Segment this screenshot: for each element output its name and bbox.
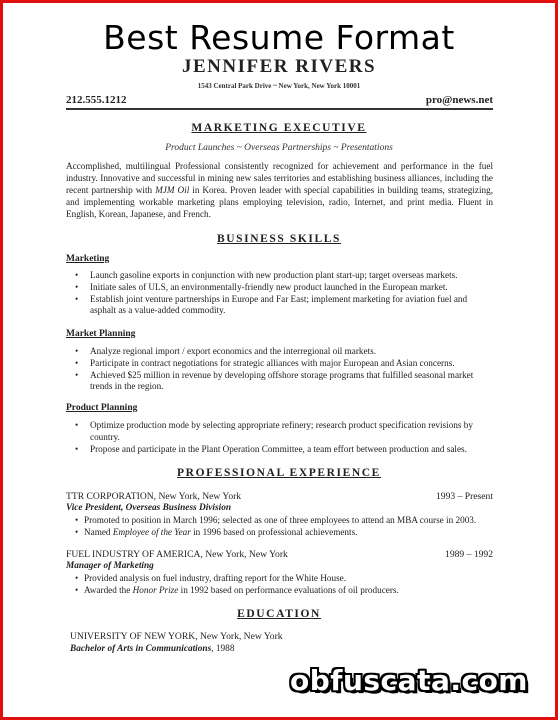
job-dates: 1993 – Present [435, 491, 493, 502]
list-item: • Propose and participate in the Plant Operation Committee, a team effort between production and sales. [66, 444, 493, 456]
job-title: Manager of Marketing [66, 561, 154, 571]
list-item: • Launch gasoline exports in conjunction with new production plant start-up; target overseas markets. [66, 270, 493, 282]
job-bullet-list [66, 515, 493, 539]
job-header [66, 491, 493, 502]
objective-heading: MARKETING EXECUTIVE [191, 122, 367, 134]
job-dates: 1989 – 1992 [445, 549, 493, 560]
list-item: • Awarded the Honor Prize in 1992 based on performance evaluations of oil producers. [66, 585, 493, 597]
summary-emphasis: MJM Oil [155, 185, 190, 195]
experience-heading: PROFESSIONAL EXPERIENCE [177, 467, 381, 479]
list-item: • Named Employee of the Year in 1996 based on professional achievements. [66, 527, 493, 539]
skill-bullet-list [66, 270, 493, 317]
skill-group-title: Marketing [66, 254, 110, 264]
list-item: • Establish joint venture partnerships in Europe and Far East; implement marketing for aviation fuel and asphalt as a value-added commodity. [66, 294, 493, 318]
email: pro@news.net [425, 94, 493, 106]
list-item: • Provided analysis on fuel industry, drafting report for the White House. [66, 573, 493, 585]
list-item: • Optimize production mode by selecting appropriate refinery; research product specification revisions by country. [66, 420, 493, 444]
watermark-text: obfuscata.com [290, 664, 528, 697]
company: FUEL INDUSTRY OF AMERICA, New York, New York [66, 549, 288, 560]
education-heading: EDUCATION [237, 608, 321, 620]
degree: Bachelor of Arts in Communications, 1988 [70, 644, 235, 654]
contact-divider [66, 108, 493, 110]
list-item: • Achieved $25 million in revenue by developing offshore storage programs that fulfilled seasonal market trends in the region. [66, 370, 493, 394]
skill-bullet-list [66, 346, 493, 393]
job-title: Vice President, Overseas Business Division [66, 503, 232, 513]
objective-subtitle: Product Launches ~ Overseas Partnerships ~ Presentations [165, 143, 393, 153]
job-header [66, 549, 493, 560]
list-item: • Initiate sales of ULS, an environmentally-friendly new product launched in the European market. [66, 282, 493, 294]
address: 1543 Central Park Drive ~ New York, New York 10001 [197, 82, 361, 90]
list-item: • Promoted to position in March 1996; selected as one of three employees to attend an MBA course in 2003. [66, 515, 493, 527]
skill-group-title: Product Planning [66, 403, 138, 413]
contact-row [66, 94, 493, 106]
skill-bullet-list [66, 420, 493, 455]
summary-paragraph: Accomplished, multilingual Professional consistently recognized for achievement and performance in the fuel industry. Innovative and successful in mining new sales territories and establishing business alliances, including the recent partnership with MJM Oil in Korea. Proven leader with special capabilities in building teams, strategizing, and implementing workable marketing plans employing television, radio, Internet, and print media. Fluent in English, Korean, Japanese, and French. [66, 161, 494, 219]
list-item: • Participate in contract negotiations for strategic alliances with major European and Asian concerns. [66, 358, 493, 370]
school: UNIVERSITY OF NEW YORK, New York, New York [70, 631, 283, 642]
skill-group-title: Market Planning [66, 329, 136, 339]
list-item: • Analyze regional import / export economics and the interregional oil markets. [66, 346, 493, 358]
job-bullet-list [66, 573, 493, 597]
phone: 212.555.1212 [66, 94, 127, 106]
candidate-name: JENNIFER RIVERS [181, 56, 377, 77]
banner-title: Best Resume Format [103, 18, 455, 57]
skills-heading: BUSINESS SKILLS [216, 233, 342, 245]
company: TTR CORPORATION, New York, New York [66, 491, 242, 502]
